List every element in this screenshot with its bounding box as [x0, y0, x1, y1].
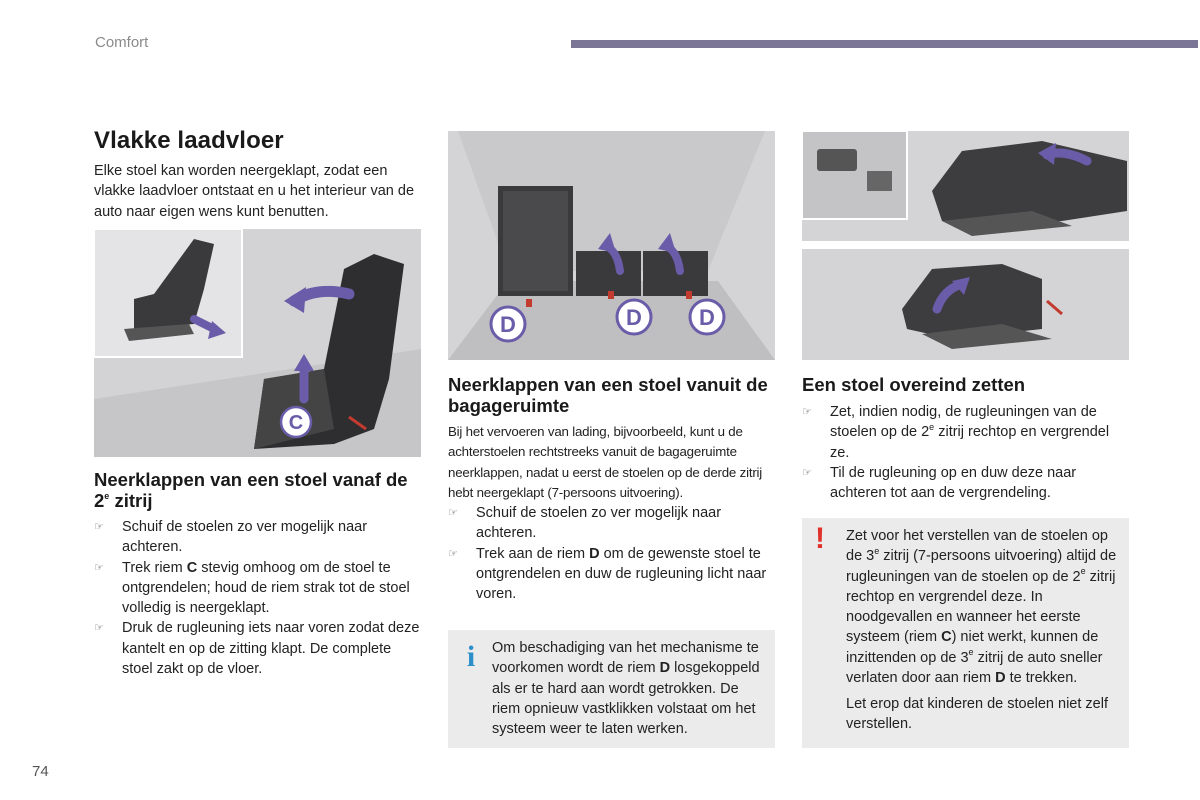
warning-box	[802, 518, 1129, 748]
list-item: ☞ Schuif de stoelen zo ver mogelijk naar achteren.	[94, 519, 368, 556]
col3-heading-block	[802, 374, 1130, 395]
intro-text: Elke stoel kan worden neergeklapt, zodat een vlakke laadvloer ontstaat en u het interieur van de auto naar eigen wens kunt benutten.	[94, 163, 415, 220]
page-title: Vlakke laadvloer	[94, 127, 284, 154]
col2-heading-block	[448, 374, 775, 416]
pointing-hand-icon: ☞	[448, 507, 458, 519]
header-accent-bar	[571, 40, 1198, 48]
seat-strap-label-c: C	[288, 412, 304, 434]
trunk-strap-label-d-3: D	[699, 305, 715, 330]
trunk-strap-label-d-1: D	[500, 312, 516, 337]
seat-fold-illustration	[94, 229, 421, 457]
col2-heading: Neerklappen van een stoel vanuit de bagageruimte	[448, 374, 768, 416]
warning-text: Zet voor het verstellen van de stoelen op de 3e zitrij (7-persoons uitvoering) altijd de rugleuningen van de stoelen op de 2e zitrij rechtop en vergrendel deze. In noodgevallen en wanneer het eerste systeem (riem C) niet werkt, kunnen de inzittenden op de 3e zitrij de auto sneller verlaten door aan riem D te trekken.	[846, 528, 1117, 687]
info-icon: i	[466, 640, 476, 673]
list-item: ☞ Schuif de stoelen zo ver mogelijk naar achteren.	[448, 505, 722, 542]
col3-heading: Een stoel overeind zetten	[802, 374, 1026, 395]
trunk-seats-illustration	[448, 131, 775, 360]
col2-bullet-list	[448, 503, 775, 604]
col1-heading-block	[94, 469, 422, 511]
col2-bullets-block	[448, 503, 775, 604]
list-item: ☞ Trek aan de riem D om de gewenste stoel te ontgrendelen en duw de rugleuning licht naar voren.	[448, 545, 767, 603]
exclamation-icon: !	[815, 522, 825, 555]
pointing-hand-icon: ☞	[94, 561, 104, 574]
col2-intro-block	[448, 422, 775, 503]
seat-latch-illustration	[802, 131, 1129, 241]
list-item: ☞ Druk de rugleuning iets naar voren zodat deze kantelt en op de zitting klapt. De complete stoel zakt op de vloer.	[94, 620, 420, 678]
pointing-hand-icon: ☞	[448, 547, 458, 560]
col1-bullet-list	[94, 517, 422, 679]
main-title-block	[94, 127, 422, 155]
col1-heading: Neerklappen van een stoel vanaf de 2e zitrij	[94, 469, 408, 511]
list-item: ☞ Trek riem C stevig omhoog om de stoel te ontgrendelen; houd de riem strak tot de stoel volledig is neergeklapt.	[94, 559, 410, 617]
pointing-hand-icon: ☞	[802, 406, 812, 418]
section-label: Comfort	[95, 34, 149, 51]
pointing-hand-icon: ☞	[802, 466, 812, 479]
pointing-hand-icon: ☞	[94, 622, 104, 635]
info-box	[448, 630, 775, 748]
col3-bullet-list	[802, 402, 1130, 503]
pointing-hand-icon: ☞	[94, 521, 104, 533]
list-item: ☞ Til de rugleuning op en duw deze naar achteren tot aan de vergrendeling.	[802, 464, 1077, 502]
seat-raise-illustration	[802, 249, 1129, 360]
col1-bullets-block	[94, 517, 422, 679]
col3-bullets-block	[802, 402, 1130, 503]
intro-block	[94, 161, 422, 222]
page-number: 74	[32, 763, 49, 780]
info-text: Om beschadiging van het mechanisme te voorkomen wordt de riem D losgekoppeld als er te hard aan wordt getrokken. De riem opnieuw vastklikken volstaat om het systeem weer te laten werken.	[492, 640, 760, 738]
list-item: ☞ Zet, indien nodig, de rugleuningen van de stoelen op de 2e zitrij rechtop en vergrendel ze.	[802, 404, 1110, 461]
col2-intro-text: Bij het vervoeren van lading, bijvoorbeeld, kunt u de achterstoelen rechtstreeks vanuit de bagageruimte neerklappen, nadat u eerst de stoelen op de derde zitrij hebt neergeklapt (7-persoons uitvoering).	[448, 424, 763, 500]
warning-text-2: Let erop dat kinderen de stoelen niet zelf verstellen.	[846, 696, 1108, 733]
trunk-strap-label-d-2: D	[626, 305, 642, 330]
